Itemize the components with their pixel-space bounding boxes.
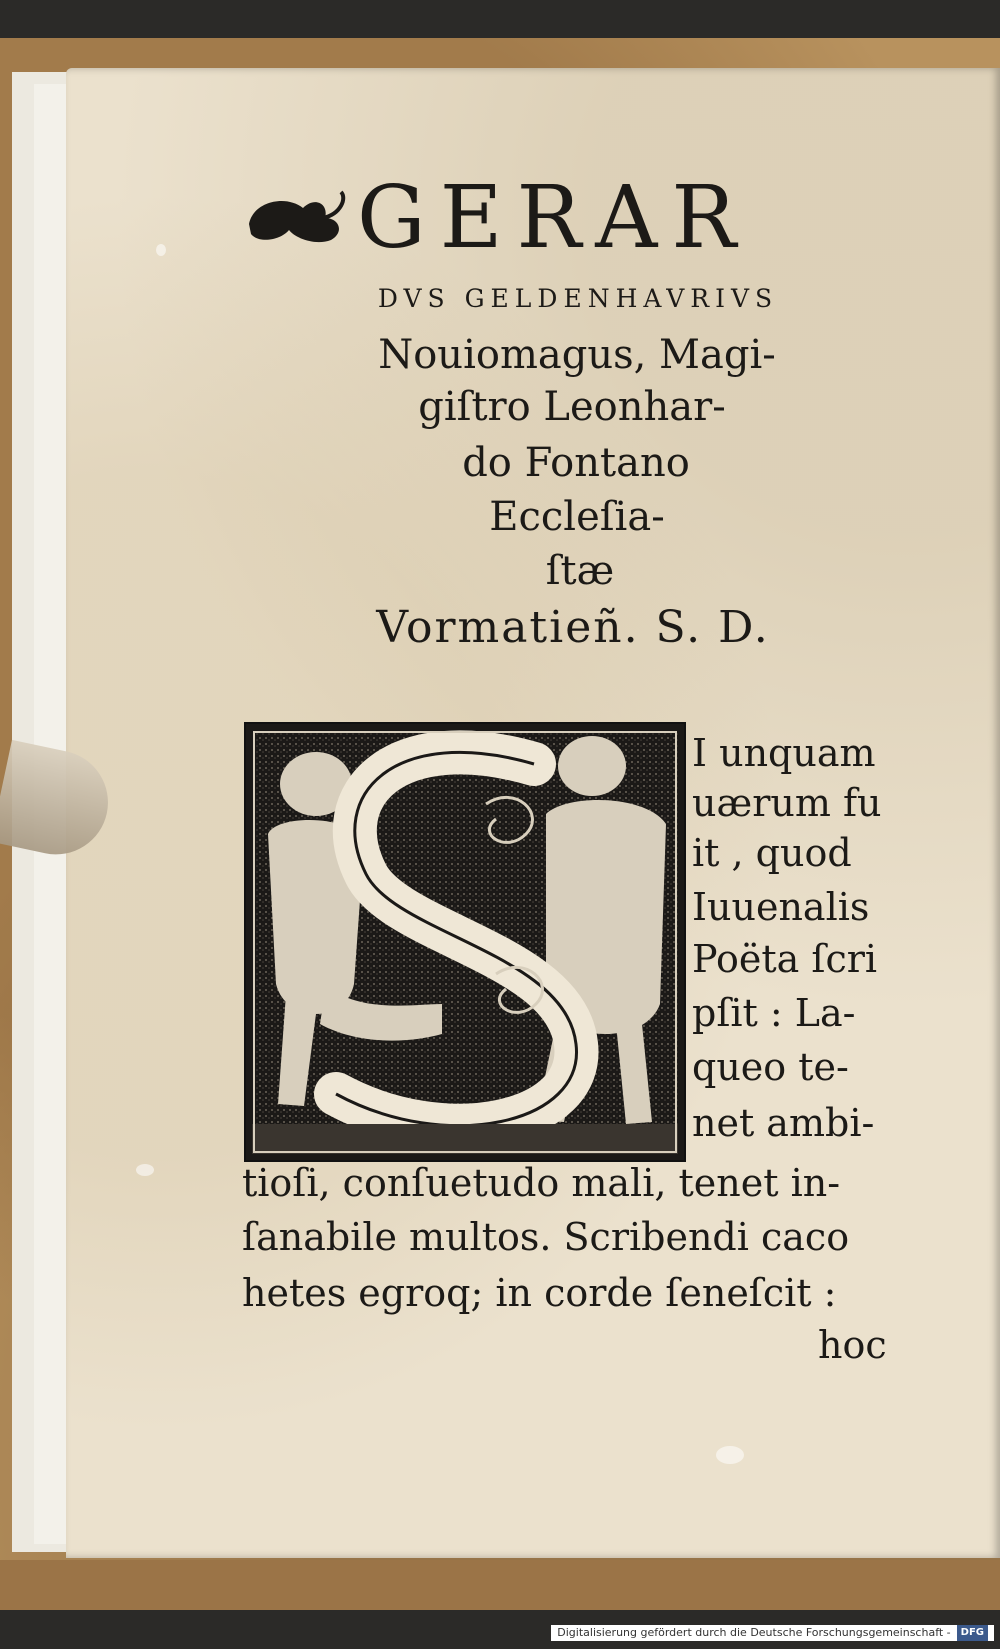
paper-spot	[136, 1164, 154, 1176]
text-line: Poëta ſcri	[692, 937, 878, 981]
heading-author: DVS GELDENHAVRIVS	[377, 284, 779, 313]
heading-line-5: do Fontano	[462, 440, 690, 486]
paper-spot	[156, 244, 166, 256]
book-cover-edge	[0, 1560, 1000, 1610]
text-line: hetes egroq; in corde ſeneſcit :	[242, 1271, 837, 1315]
text-line: it , quod	[692, 831, 852, 875]
text-line: Iuuenalis	[692, 885, 870, 929]
leaf-ornament-icon	[245, 188, 349, 250]
text-line: tioſi, conſuetudo mali, tenet in-	[242, 1161, 841, 1205]
catchword: hoc	[818, 1323, 887, 1367]
credit-text: Digitalisierung gefördert durch die Deutsche Forschungsgemeinschaft -	[557, 1626, 951, 1639]
paper-spot	[716, 1446, 744, 1464]
heading-line-7: ſtæ	[545, 548, 615, 594]
text-line: ſanabile multos. Scribendi caco	[242, 1215, 850, 1259]
text-line: pſit : La-	[692, 991, 856, 1035]
text-line: uærum fu	[692, 781, 882, 825]
heading-line-4: giſtro Leonhar-	[418, 384, 726, 430]
woodcut-initial-s-icon	[244, 722, 686, 1162]
heading-line-6: Eccleſia-	[489, 494, 665, 540]
text-line: queo te-	[692, 1045, 849, 1089]
heading-title-word: GERAR	[357, 168, 751, 268]
heading-line-8: Vormatieñ. S. D.	[376, 602, 770, 653]
heading-line-3: Nouiomagus, Magi-	[378, 332, 776, 378]
dfg-logo-icon: DFG	[957, 1625, 988, 1641]
text-line: net ambi-	[692, 1101, 875, 1145]
woodcut-illustration	[246, 724, 684, 1160]
heading-title	[245, 168, 915, 268]
text-line: I unquam	[692, 731, 876, 775]
digitization-credit	[551, 1625, 994, 1641]
